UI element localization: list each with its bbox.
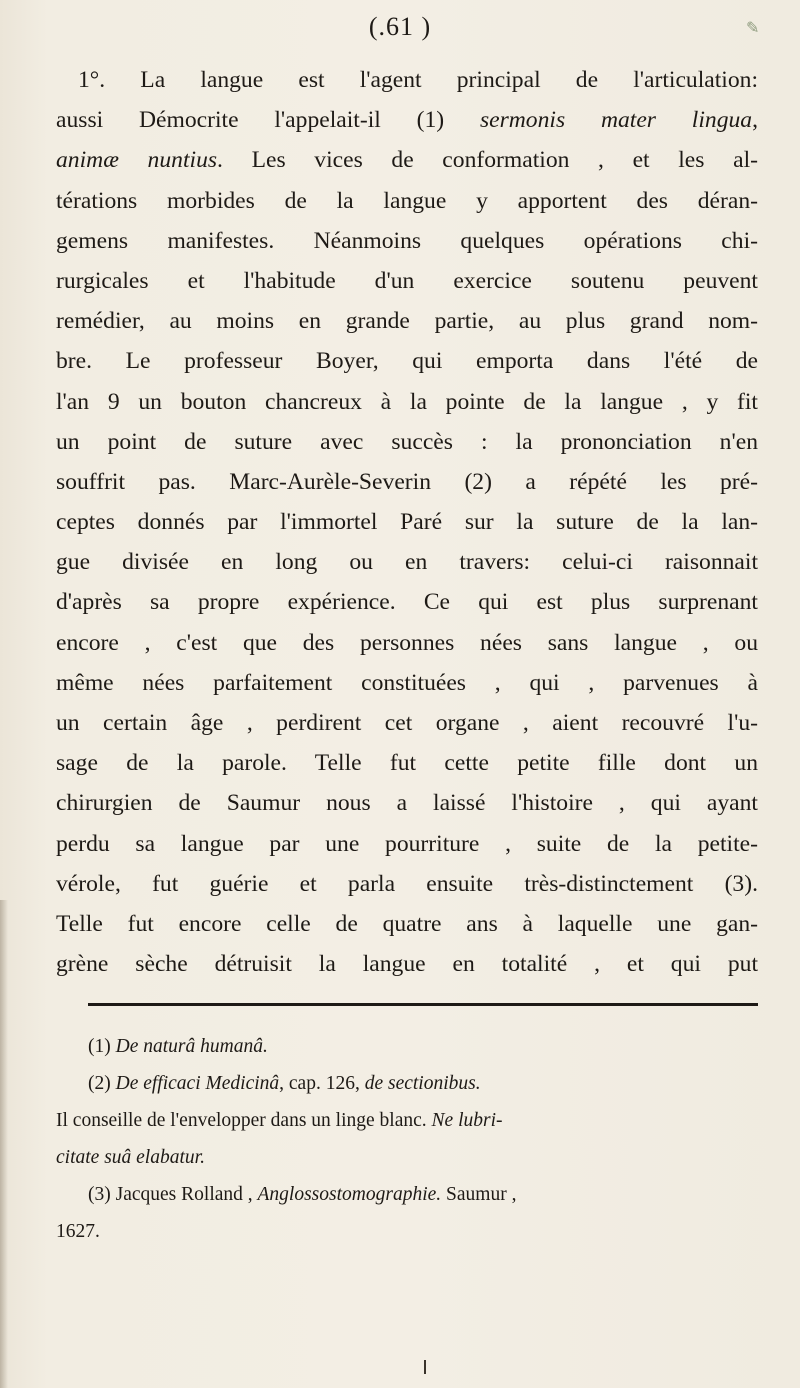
text-line: un certain âge , perdirent cet organe , aient recouvré l'u- (56, 710, 758, 736)
footnote-mark: (2) (88, 1073, 116, 1094)
footnote-mark: (1) (88, 1036, 116, 1057)
footnote-mark: (3) (88, 1184, 116, 1205)
ink-mark (424, 1360, 426, 1374)
text-line: 1°. La langue est l'agent principal de l'articulation: (78, 67, 758, 93)
text-line: sage de la parole. Telle fut cette petite fille dont un (56, 750, 758, 777)
page-number: (.61 ) (368, 12, 432, 41)
text-line: ceptes donnés par l'immortel Paré sur la suture de la lan- (56, 509, 758, 536)
text-line: animæ nuntius. Les vices de conformation , et les al- (56, 147, 758, 174)
text-line: remédier, au moins en grande partie, au plus grand nom- (56, 308, 758, 335)
text-line: chirurgien de Saumur nous a laissé l'histoire , qui ayant (56, 790, 758, 817)
page-gutter-shadow (0, 900, 8, 1388)
text-line: bre. Le professeur Boyer, qui emporta dans l'été de (56, 348, 758, 375)
main-text-block (56, 60, 758, 984)
text-line: perdu sa langue par une pourriture , suite de la petite- (56, 830, 758, 857)
text-line: gue divisée en long ou en travers: celui-ci raisonnait (56, 549, 758, 576)
text-line: l'an 9 un bouton chancreux à la pointe de la langue , y fit (56, 388, 758, 415)
text-line: gemens manifestes. Néanmoins quelques opérations chi- (56, 227, 758, 254)
text-line: Telle fut encore celle de quatre ans à laquelle une gan- (56, 910, 758, 937)
footnote: (3) Jacques Rolland , Anglossostomographie. Saumur , (88, 1184, 517, 1205)
text-line: grène sèche détruisit la langue en totalité , et qui put (56, 951, 758, 978)
text-line: un point de suture avec succès : la prononciation n'en (56, 428, 758, 455)
footnote: (2) De efficaci Medicinâ, cap. 126, de sectionibus. (88, 1073, 481, 1094)
footnote-continuation: Il conseille de l'envelopper dans un linge blanc. Ne lubri- (56, 1110, 503, 1131)
text-line: aussi Démocrite l'appelait-il (1) sermonis mater lingua, (56, 107, 758, 134)
text-line: térations morbides de la langue y apportent des déran- (56, 187, 758, 214)
text-line: vérole, fut guérie et parla ensuite très-distinctement (3). (56, 870, 758, 897)
footnote: (1) De naturâ humanâ. (88, 1036, 268, 1057)
corner-pencil-mark: ✎ (746, 20, 760, 37)
text-line: d'après sa propre expérience. Ce qui est plus surprenant (56, 589, 758, 616)
text-line: rurgicales et l'habitude d'un exercice soutenu peuvent (56, 267, 758, 294)
text-line: encore , c'est que des personnes nées sans langue , ou (56, 629, 758, 656)
footnote-continuation: 1627. (56, 1221, 100, 1242)
text-line: souffrit pas. Marc-Aurèle-Severin (2) a répété les pré- (56, 468, 758, 495)
footnotes-block (56, 1028, 758, 1250)
footnote-continuation: citate suâ elabatur. (56, 1147, 205, 1168)
footnote-separator-rule (88, 1003, 758, 1006)
text-line: même nées parfaitement constituées , qui , parvenues à (56, 669, 758, 696)
